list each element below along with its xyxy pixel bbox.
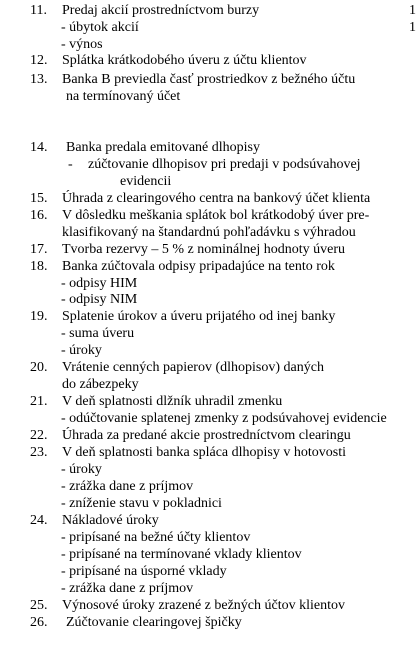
item-text: Splatenie úrokov a úveru prijatého od inej banky xyxy=(62,309,336,324)
sub-item: - pripísané na termínované vklady klientov xyxy=(61,547,302,562)
cut-off-value: 1 xyxy=(409,3,416,18)
sub-item: - pripísané na úsporné vklady xyxy=(61,564,227,579)
item-text: V deň splatnosti banka spláca dlhopisy v hotovosti xyxy=(62,445,346,460)
item-text: Predaj akcií prostredníctvom burzy xyxy=(62,3,260,18)
item-text-continued: klasifikovaný na štandardnú pohľadávku s výhradou xyxy=(62,225,356,240)
sub-item: - zníženie stavu v pokladnici xyxy=(61,496,222,511)
item-number: 23. xyxy=(30,445,48,460)
item-text: Tvorba rezervy – 5 % z nominálnej hodnoty úveru xyxy=(62,242,346,257)
sub-item: - úbytok akcií xyxy=(61,20,139,35)
item-number: 14. xyxy=(30,140,48,155)
sub-item: zúčtovanie dlhopisov pri predaji v podsúvahovej xyxy=(88,157,361,172)
item-text: Banka B previedla časť prostriedkov z bežného účtu xyxy=(62,72,356,87)
item-text: Banka zúčtovala odpisy pripadajúce na tento rok xyxy=(62,259,335,274)
item-text-continued: na termínovaný účet xyxy=(66,89,181,104)
item-number: 20. xyxy=(30,360,48,375)
item-number: 21. xyxy=(30,394,48,409)
item-number: 24. xyxy=(30,513,48,528)
item-number: 13. xyxy=(30,72,48,87)
item-number: 11. xyxy=(30,3,47,18)
item-text: Splátka krátkodobého úveru z účtu klientov xyxy=(62,53,307,68)
sub-item: - odpisy HIM xyxy=(61,276,138,291)
sub-item: - suma úveru xyxy=(61,326,135,341)
item-text-continued: do zábezpeky xyxy=(62,377,139,392)
item-text: V deň splatnosti dlžník uhradil zmenku xyxy=(62,394,283,409)
item-number: 16. xyxy=(30,208,48,223)
item-text: Zúčtovanie clearingovej špičky xyxy=(66,615,242,630)
sub-item-dash: - xyxy=(68,157,73,172)
item-number: 12. xyxy=(30,53,48,68)
sub-item: - úroky xyxy=(61,343,102,358)
item-number: 18. xyxy=(30,259,48,274)
sub-item: - úroky xyxy=(61,462,102,477)
item-text: Úhrada z clearingového centra na bankový účet klienta xyxy=(62,191,371,206)
item-number: 17. xyxy=(30,242,48,257)
sub-item: - výnos xyxy=(61,37,103,52)
item-text: V dôsledku meškania splátok bol krátkodobý úver pre- xyxy=(62,208,370,223)
item-text: Výnosové úroky zrazené z bežných účtov klientov xyxy=(62,598,346,613)
item-number: 19. xyxy=(30,309,48,324)
item-number: 22. xyxy=(30,428,48,443)
item-text: Banka predala emitované dlhopisy xyxy=(66,140,260,155)
item-text: Nákladové úroky xyxy=(62,513,159,528)
item-text: Úhrada za predané akcie prostredníctvom clearingu xyxy=(62,428,351,443)
cut-off-value: 1 xyxy=(409,20,416,35)
item-number: 25. xyxy=(30,598,48,613)
sub-item: - odúčtovanie splatenej zmenky z podsúvahovej evidencie xyxy=(61,411,387,426)
sub-item-continued: evidencii xyxy=(120,174,172,189)
item-number: 15. xyxy=(30,191,48,206)
item-number: 26. xyxy=(30,615,48,630)
sub-item: - zrážka dane z príjmov xyxy=(61,479,194,494)
sub-item: - zrážka dane z príjmov xyxy=(61,581,194,596)
sub-item: - pripísané na bežné účty klientov xyxy=(61,530,251,545)
sub-item: - odpisy NIM xyxy=(61,292,138,307)
item-text: Vrátenie cenných papierov (dlhopisov) daných xyxy=(62,360,324,375)
